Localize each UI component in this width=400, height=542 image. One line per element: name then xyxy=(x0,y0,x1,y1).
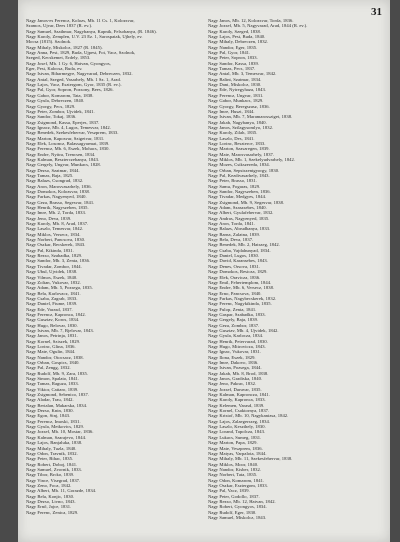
directory-entry-line: Nagy Ignac, Vukovar, 1831. xyxy=(208,349,262,355)
directory-entry-line: Nagy Matyas, Varpalota, 1844. xyxy=(208,450,267,456)
directory-entry-line: Nagy Lorinc, Beszterce, 1833. xyxy=(208,140,266,146)
directory-entry-line: Nagy Andras, Nagyenyed, 1835. xyxy=(208,215,270,221)
directory-entry-line: Nagy Miklos, Versecz, 1834. xyxy=(26,231,81,237)
page-number: 31 xyxy=(371,6,382,18)
directory-entry-line: Nagy Mihaly, Debreczen, 1832. xyxy=(208,39,269,45)
directory-entry-line: Nagy Mihaly, Miskolcz, 1827 (R. 1845). xyxy=(26,44,103,50)
directory-entry-line: Nagy Rudolf, Eger, 1830. xyxy=(208,509,257,515)
directory-entry-line: Nagy Kalman, Kaproncza, 1841. xyxy=(208,392,270,398)
directory-entry-line: Nagy Norbert, Tata, 1835. xyxy=(208,472,258,478)
directory-entry-line: Nagy Dezso, Szatmar, 1844. xyxy=(26,167,80,173)
directory-entry-line: Nagy Karoly, Szeged, 1838. xyxy=(208,28,262,34)
directory-entry-line: Nagy Ferencz, Imoski, 1831. xyxy=(26,418,81,424)
directory-entry-line: Nagy Ferencz, Kapronca, 1842. xyxy=(26,311,86,317)
directory-entry-line: Nagy Dezso, Livno, 1843. xyxy=(26,498,76,504)
directory-entry-line: Nagy Jakab, Nagybanya, 1840. xyxy=(208,119,267,125)
directory-entry-line: Nagy Laszlo, Keszthely, 1830. xyxy=(208,424,266,430)
directory-entry-line: Nagy Samuel, Zvornik, 1833. xyxy=(26,466,82,472)
directory-entry-line: Nagy Daniel, Fiume, 1839. xyxy=(26,301,78,307)
directory-entry-line: Nagy Istvan, Pozsega, 1844. xyxy=(208,365,262,371)
directory-entry-line: Nagy Emil, Fehertemplom, 1844. xyxy=(208,279,272,285)
directory-entry-line: Nagy Kelemen, Varasd, 1839. xyxy=(208,402,265,408)
directory-entry-line: Nagy Sandor, Mb. 3, Zenta, 1836. xyxy=(26,258,91,264)
directory-entry-line: Nagy Rudolf, Mb. 9, Zara, 1835. xyxy=(26,370,89,376)
directory-entry-line: Nagy Tamas, Baja, 1825. xyxy=(26,172,74,178)
directory-entry-line: Nagy Mate, Marosvasarhely, 1837. xyxy=(208,151,275,157)
directory-entry-line: Nagy Mihaly, Tuzla, 1840. xyxy=(26,445,77,451)
directory-entry-line: Eger, Pest, Kalocsa, Buda, ev. xyxy=(26,66,83,72)
directory-entry-line: Nagy Tibor, Brcko, 1839. xyxy=(26,472,75,478)
directory-entry-line: Nagy Janos, Mb. 12, Kolozsvar, Torda, 1836. xyxy=(208,18,294,23)
directory-entry-line: Nagy Istvan, Biharmegye, Nagyvarad, Debreczen, 1832. xyxy=(26,71,133,77)
directory-entry-line: Nagy Mihaly, Mb. 11, Szekesfehervar, 1838. xyxy=(208,456,293,462)
directory-entry-line: Nagy Albert, Gyulafehervar, 1832. xyxy=(208,210,274,216)
right-column xyxy=(208,18,380,532)
directory-entry-line: Nagy Balazs, Abrudbanya, 1833. xyxy=(208,226,271,232)
directory-entry-line: Nagy Fulop, Zenta, 1841. xyxy=(208,306,257,312)
directory-entry-line: Nagy Norbert, Pancsova, 1830. xyxy=(26,237,86,243)
directory-entry-line: Nagy Josef, Mb. 1 Gy. 6, Hatvan, Gyongyos, xyxy=(26,60,111,66)
directory-entry-line: Nagy Vince, Visegrad, 1837. xyxy=(26,477,81,483)
directory-entry-line: Nagy Gyula, Metkovics, 1829. xyxy=(26,424,85,430)
directory-entry-line: Nagy Csaba, Zagrab, 1833. xyxy=(26,295,78,301)
directory-entry-line: Nagy Nandor, Kisber, 1832. xyxy=(208,466,261,472)
directory-entry-line: Nagy Sandor, Nagyszeben, 1836. xyxy=(208,189,271,194)
directory-entry-line: Nagy Ilona, Eszek, 1829. xyxy=(208,354,256,360)
directory-entry-line: Szamos, Ujvar, Dees 1837 (R. ev.). xyxy=(26,23,93,29)
directory-entry-line: Nagy Gabor, Komarom, Tata, 1838. xyxy=(26,92,94,98)
directory-entry-line: Nagy Pal, Kezdivasarhely, 1843. xyxy=(208,172,270,178)
directory-entry-line: Nagy Orban, Sepsiszentgyorgy, 1830. xyxy=(208,167,280,173)
directory-entry-line: Nagy Gusztav, Koros, 1834. xyxy=(26,317,80,323)
directory-entry-line: Nagy Tamas, Pecs, 1837. xyxy=(208,66,256,72)
directory-entry-line: Nagy Sandor, Kassa, 1839. xyxy=(208,60,260,66)
directory-entry-line: Nagy Csaba, Vajdahunyad, 1834. xyxy=(208,247,271,253)
directory-entry-line: Nagy Zsigmond, Mb. 9, Segesvar, 1838. xyxy=(208,199,285,205)
directory-entry-line: Nagy Hugo, Mitrovicza, 1843. xyxy=(208,343,266,349)
directory-entry-line: Nagy Adam, Mb. 5, Pozsega, 1835. xyxy=(26,285,93,291)
directory-entry-line: Nagy Pal, Zengg, 1832. xyxy=(26,365,71,371)
directory-entry-line: Nagy Jozsef, Mb. 10, Mostar, 1836. xyxy=(26,429,94,435)
directory-entry-line: Nagy Adam, Szaszsebes, 1840. xyxy=(208,205,267,211)
directory-entry-line: Nagy Gusztav, Mb. 4, Ujvidek, 1842. xyxy=(208,327,279,333)
directory-entry-line: Nagy Pal, Kikinda, 1831. xyxy=(26,247,74,253)
directory-entry-line: Nagy Mate, Veszprem, 1836. xyxy=(208,445,263,451)
directory-entry-line: Nagy Gaspar, Szabadka, 1833. xyxy=(208,311,266,317)
directory-entry-line: Nagy Karoly, Zemplen, U.V. 23 Ez. 1, Sarospatak, Ujhely, ev. xyxy=(26,34,143,40)
directory-entry-line: Nagy Antal, Szeged, Vasarhely, Mb. 1 Sz. 1, Arad. xyxy=(26,76,122,82)
directory-entry-line: Nagy Jozsef, Mb. 5, Nagyvarad, Arad, 1844 (R. ev.). xyxy=(208,23,308,29)
directory-entry-line: Nagy Antal, Mb. 3, Temesvar, 1842. xyxy=(208,71,277,77)
directory-entry-line: Nagy Istvan, Mb. 7, Maramarossziget, 1838. xyxy=(208,114,293,120)
directory-entry-line: Nagy Lukacs, Sumeg, 1831. xyxy=(208,434,262,440)
directory-entry-line: Nagy Rezso, Mb. 12, Hatvan, 1842. xyxy=(208,498,276,504)
directory-entry-line: Nagy Barna, Zalatna, 1839. xyxy=(208,231,261,237)
directory-entry-line: Nagy Kalman, Szarajevo, 1844. xyxy=(26,434,87,440)
directory-entry-line: Nagy Lorand, Tapolcza, 1843. xyxy=(208,429,266,435)
directory-entry-line: Nagy Dezso, Knin, 1830. xyxy=(26,408,74,414)
directory-entry-line: Szeged, Kecskemet, Erdely, 1853. xyxy=(26,55,91,61)
directory-entry-line: Nagy Zsigmond, Sebenico, 1837. xyxy=(26,392,89,398)
directory-entry-line: Nagy Balazs, Csongrad, 1832. xyxy=(26,178,84,184)
directory-entry-line: Nagy Farkas, Nagyenyed, 1840. xyxy=(26,194,87,200)
directory-entry-line: Nagy Marton, Szaszregen, 1839. xyxy=(208,146,270,152)
directory-entry-line: Nagy Benedek, Mb. 2, Hatszeg, 1842. xyxy=(208,242,280,248)
directory-entry-line: Nagy Pal, Gyor, Sopron, Pozsony, Bees, 1826. xyxy=(26,87,114,93)
directory-entry-line: Nagy Kristof, Mb. 10, Nagykanizsa, 1842. xyxy=(208,413,289,419)
directory-entry-line: Nagy Lajos, Pest, Buda, 1840. xyxy=(208,34,266,40)
directory-entry-line: Mocsa (1815). Szolnok. xyxy=(26,39,72,45)
directory-entry-line: Nagy Karoly, Mb. 8, Arad, 1837. xyxy=(26,221,89,227)
directory-entry-line: Nagy Bela, Karlovacz, 1841. xyxy=(26,290,81,296)
directory-entry-line: Nagy Odon, Travnik, 1832. xyxy=(26,450,78,456)
directory-entry-line: Nagy Jeno, Pakrac, 1832. xyxy=(208,381,257,387)
directory-entry-line: Nagy Gergely, Baja, 1839. xyxy=(208,317,259,323)
directory-entry-line: Nagy Hugo, Belovar, 1830. xyxy=(26,322,78,328)
directory-entry-line: Nagy Samuel, Miskolcz, 1843. xyxy=(208,514,267,520)
directory-entry-line: Nagy Kornel, Sziszek, 1829. xyxy=(26,338,81,344)
directory-entry-line: Nagy Endre, Nyitra, Trencsen, 1834. xyxy=(26,151,96,157)
directory-entry-line: Nagy Peter, Zombor, Ujvidek, 1841. xyxy=(26,108,95,114)
directory-entry-line: Nagy Lorinc, Glina, 1836. xyxy=(26,343,76,349)
directory-entry-line: Nagy Farkas, Nagybecskerek, 1832. xyxy=(208,295,277,301)
directory-entry-line: Nagy Marton, Kaposvar, Szigetvar, 1831. xyxy=(26,135,105,141)
directory-entry-line: Nagy Elek, Oravicza, 1836. xyxy=(208,274,261,280)
directory-entry-line: Nagy Henrik, Nagyszeben, 1835. xyxy=(26,205,89,211)
directory-entry-line: Nagy Janos, Gradiska, 1840. xyxy=(208,376,263,382)
directory-entry-line: Nagy Ernő, Jajce, 1831. xyxy=(26,504,72,510)
directory-entry-line: Nagy Laszlo, Temesvar, 1842. xyxy=(26,226,84,232)
directory-entry-line: Nagy Ferencz, Mb. 6, Eszek, Mohacs, 1830. xyxy=(26,146,110,152)
directory-entry-line: Nagy Pal, Vacz, 1839. xyxy=(208,488,250,494)
directory-entry-line: Nagy Robert, Doboj, 1841. xyxy=(26,461,78,467)
directory-entry-line: Nagy Anna, Pest, 1829, Buda, Ujpest, Fot, Vacz, Szolnok, xyxy=(26,50,136,56)
directory-entry-line: Nagy Robert, Gyongyos, 1834. xyxy=(208,504,267,510)
directory-entry-line: Nagy Samu, Fogaras, 1829. xyxy=(208,183,261,189)
directory-entry-line: Nagy Tivadar, Medgyes, 1844. xyxy=(208,194,267,200)
directory-entry-line: Nagy Geza, Zombor, 1837. xyxy=(208,322,260,328)
directory-entry-line: Nagy Bertalan, Makarska, 1834. xyxy=(26,402,88,408)
directory-entry-line: Nagy Gyula, Karlocza, 1834. xyxy=(208,333,264,339)
directory-entry-line: Nagy Gyula, Debreczen, 1840. xyxy=(26,98,85,104)
left-column xyxy=(26,18,198,532)
directory-entry-line: Nagy Elek, Losoncz, Balassagyarmat, 1839. xyxy=(26,140,110,146)
directory-entry-line: Nagy Tamas, Raguza, 1833. xyxy=(26,381,79,387)
directory-entry-line: Nagy Kalman, Beszterczebanya, 1843. xyxy=(26,156,100,162)
directory-entry-line: Nagy Nandor, Otocsacz, 1838. xyxy=(26,354,84,360)
directory-entry-line: Nagy Tivadar, Zombor, 1844. xyxy=(26,263,82,269)
directory-entry-line: Nagy Lajos, Banjaluka, 1838. xyxy=(26,440,83,446)
directory-entry-line: Nagy Daniel, Lugos, 1830. xyxy=(208,253,260,259)
directory-entry-line: Nagy Gyorgy, Beregszasz, 1836. xyxy=(208,103,270,109)
directory-entry-line: Nagy Bela, Konjic, 1830. xyxy=(26,493,75,499)
directory-entry-line: Nagy Vilmos, Eszek, 1840. xyxy=(26,274,78,280)
directory-entry-line: Nagy Peter, Brasso, 1831. xyxy=(208,178,258,184)
directory-entry-line: Nagy Ede, Varasd, 1837. xyxy=(26,306,73,312)
directory-entry-line: Nagy Balint, Szatmar, 1834. xyxy=(208,76,262,82)
directory-entry-line: Nagy Jakab, Mb. 8, Brod, 1838. xyxy=(208,370,269,376)
directory-entry-line: Nagy Pal, Gyor, 1841. xyxy=(208,50,251,56)
directory-entry-line: Nagy Sandor, Tokaj, 1836. xyxy=(26,114,77,120)
directory-entry-line: Nagy Benedek, Szekesfehervar, Veszprem, 1833. xyxy=(26,130,119,136)
directory-entry-line: Nagy Marton, Papa, 1829. xyxy=(208,440,258,446)
directory-entry-line: Nagy Janos, Petrinja, 1831. xyxy=(26,333,78,339)
directory-entry-line: Nagy Peter, Godollo, 1837. xyxy=(208,493,260,499)
directory-entry-line: Nagy Lajos, Zalaegerszeg, 1834. xyxy=(208,418,271,424)
directory-entry-line: Nagy Gergely, Ungvar, Munkacs, 1828. xyxy=(26,162,101,168)
directory-entry-line: Nagy Domokos, Kolozsvar, 1838. xyxy=(26,189,91,194)
directory-entry-line: Nagy Miklos, Mb. 1, Szekelyudvarhely, 1842. xyxy=(208,156,296,162)
directory-entry-line: Nagy Domokos, Resicza, 1829. xyxy=(208,269,268,275)
directory-entry-line: Nagy Zoltan, Vukovar, 1832. xyxy=(26,279,81,285)
directory-entry-line: Nagy Ferenc, Nagykikinda, 1835. xyxy=(208,301,272,307)
directory-entry-line: Nagy Miklos, Moor, 1840. xyxy=(208,461,259,467)
directory-entry-line: Nagy Peter, Sopron, 1833. xyxy=(208,55,258,61)
directory-entry-line: Nagy Simon, Spalato, 1841. xyxy=(26,376,80,382)
directory-entry-line: Nagy Zsigmond, Kassa, Eperjes, 1837. xyxy=(26,119,100,125)
directory-entry-line: Nagy Ferenc, Zenica, 1829. xyxy=(26,509,79,515)
directory-entry-line: Nagy Gabor, Munkacs, 1829. xyxy=(208,98,264,104)
directory-entry-line: Nagy Gyorgy, Pecs, 1829. xyxy=(26,103,76,109)
directory-entry-line: Nagy Bela, Deva, 1837. xyxy=(208,237,254,243)
directory-entry-line: Nagy Orban, Gospics, 1840. xyxy=(26,360,80,365)
directory-entry-line: Nagy Erno, Pancsova, 1840. xyxy=(208,290,262,296)
directory-entry-line: Nagy Albert, Mb. 11, Gorazde, 1834. xyxy=(26,488,97,494)
directory-entry-line: Nagy Imre, Mb. 2, Torda, 1833. xyxy=(26,210,87,216)
directory-entry-line: Nagy Egon, Sinj, 1843. xyxy=(26,413,71,419)
directory-entry-line: Nagy Janos-es Ferencz, Kolozs, Mb. 11 Cs. 1, Kolozsvar, xyxy=(26,18,135,23)
directory-entry-line: Nagy Dani, Miskolcz, 1830. xyxy=(208,82,262,88)
directory-entry-line: Nagy Ignacz, Mb. 4, Lugos, Temesvar, 1842. xyxy=(26,124,111,130)
directory-entry-line: Nagy Aladar, Trau, 1842. xyxy=(26,397,74,403)
directory-entry-line: Nagy Zeno, Foca, 1842. xyxy=(26,482,72,488)
directory-entry-line: Nagy Ferencz, Ungvar, 1831. xyxy=(208,92,264,98)
directory-entry-line: Nagy Odon, Komarom, 1841. xyxy=(208,477,265,483)
directory-entry-line: Nagy Imre, Dakovo, 1836. xyxy=(208,360,259,365)
directory-entry-line: Nagy Aron, Torda, 1841. xyxy=(208,221,255,227)
directory-entry-line: Nagy Geza, Brasso, Segesvar, 1841. xyxy=(26,199,95,205)
directory-entry-line: Nagy Samuel, Szathmar, Nagybanya, Kapnik, Felsobanya, (R. 1846). xyxy=(26,28,157,34)
directory-entry-line: Nagy Denes, Orsova, 1831. xyxy=(208,263,261,269)
directory-entry-line: Nagy Mozes, Csikszereda, 1834. xyxy=(208,162,270,168)
directory-entry-line: Nagy Rezso, Szabadka, 1829. xyxy=(26,253,83,259)
directory-entry-line: Nagy Aron, Marosvasarhely, 1836. xyxy=(26,183,92,189)
directory-entry-line: Nagy Nandor, Eger, 1835. xyxy=(208,44,258,50)
directory-entry-line: Nagy Lajos, Vacz, Esztergom, Gyor, 1835 (R. ev.). xyxy=(26,82,122,88)
directory-entry-line: Nagy Imre, Huszt, 1844. xyxy=(208,108,255,114)
directory-entry-line: Nagy Oszkar, Becskerek, 1843. xyxy=(26,242,86,248)
directory-entry-line: Nagy Karoly, Kapronca, 1833. xyxy=(208,397,266,403)
directory-entry-line: Nagy Karoly, Zilah, 1835. xyxy=(208,130,258,136)
directory-entry-line: Nagy Ubul, Ujvidek, 1838. xyxy=(26,269,78,275)
directory-entry-line: Nagy Viktor, Cattaro, 1839. xyxy=(26,386,79,392)
directory-entry-line: Nagy Jozsef, Daruvar, 1835. xyxy=(208,386,262,392)
directory-entry-line: Nagy Oszkar, Esztergom, 1833. xyxy=(208,482,268,488)
directory-entry-line: Nagy Mate, Ogulin, 1844. xyxy=(26,349,76,355)
directory-entry-line: Nagy Jeno, Deva, 1839. xyxy=(26,215,72,221)
directory-entry-line: Nagy Kornel, Csaktornya, 1837. xyxy=(208,408,270,414)
directory-entry-line: Nagy Peter, Bihac, 1835. xyxy=(26,456,74,462)
directory-entry-line: Nagy Istvan, Mb. 7, Bjelovar, 1843. xyxy=(26,327,94,333)
directory-entry-line: Nagy Ede, Nyiregyhaza, 1843. xyxy=(208,87,267,93)
directory-entry-line: Nagy Janos, Szilagysomlyo, 1832. xyxy=(208,124,274,130)
directory-entry-line: Nagy Henrik, Petervarad, 1830. xyxy=(208,338,268,344)
directory-page xyxy=(18,0,390,542)
directory-entry-line: Nagy Endre, Mb. 6, Versecz, 1838. xyxy=(208,285,275,291)
directory-entry-line: Nagy David, Karansebes, 1843. xyxy=(208,258,268,264)
directory-entry-line: Nagy Laszlo, Des, 1841. xyxy=(208,135,255,141)
